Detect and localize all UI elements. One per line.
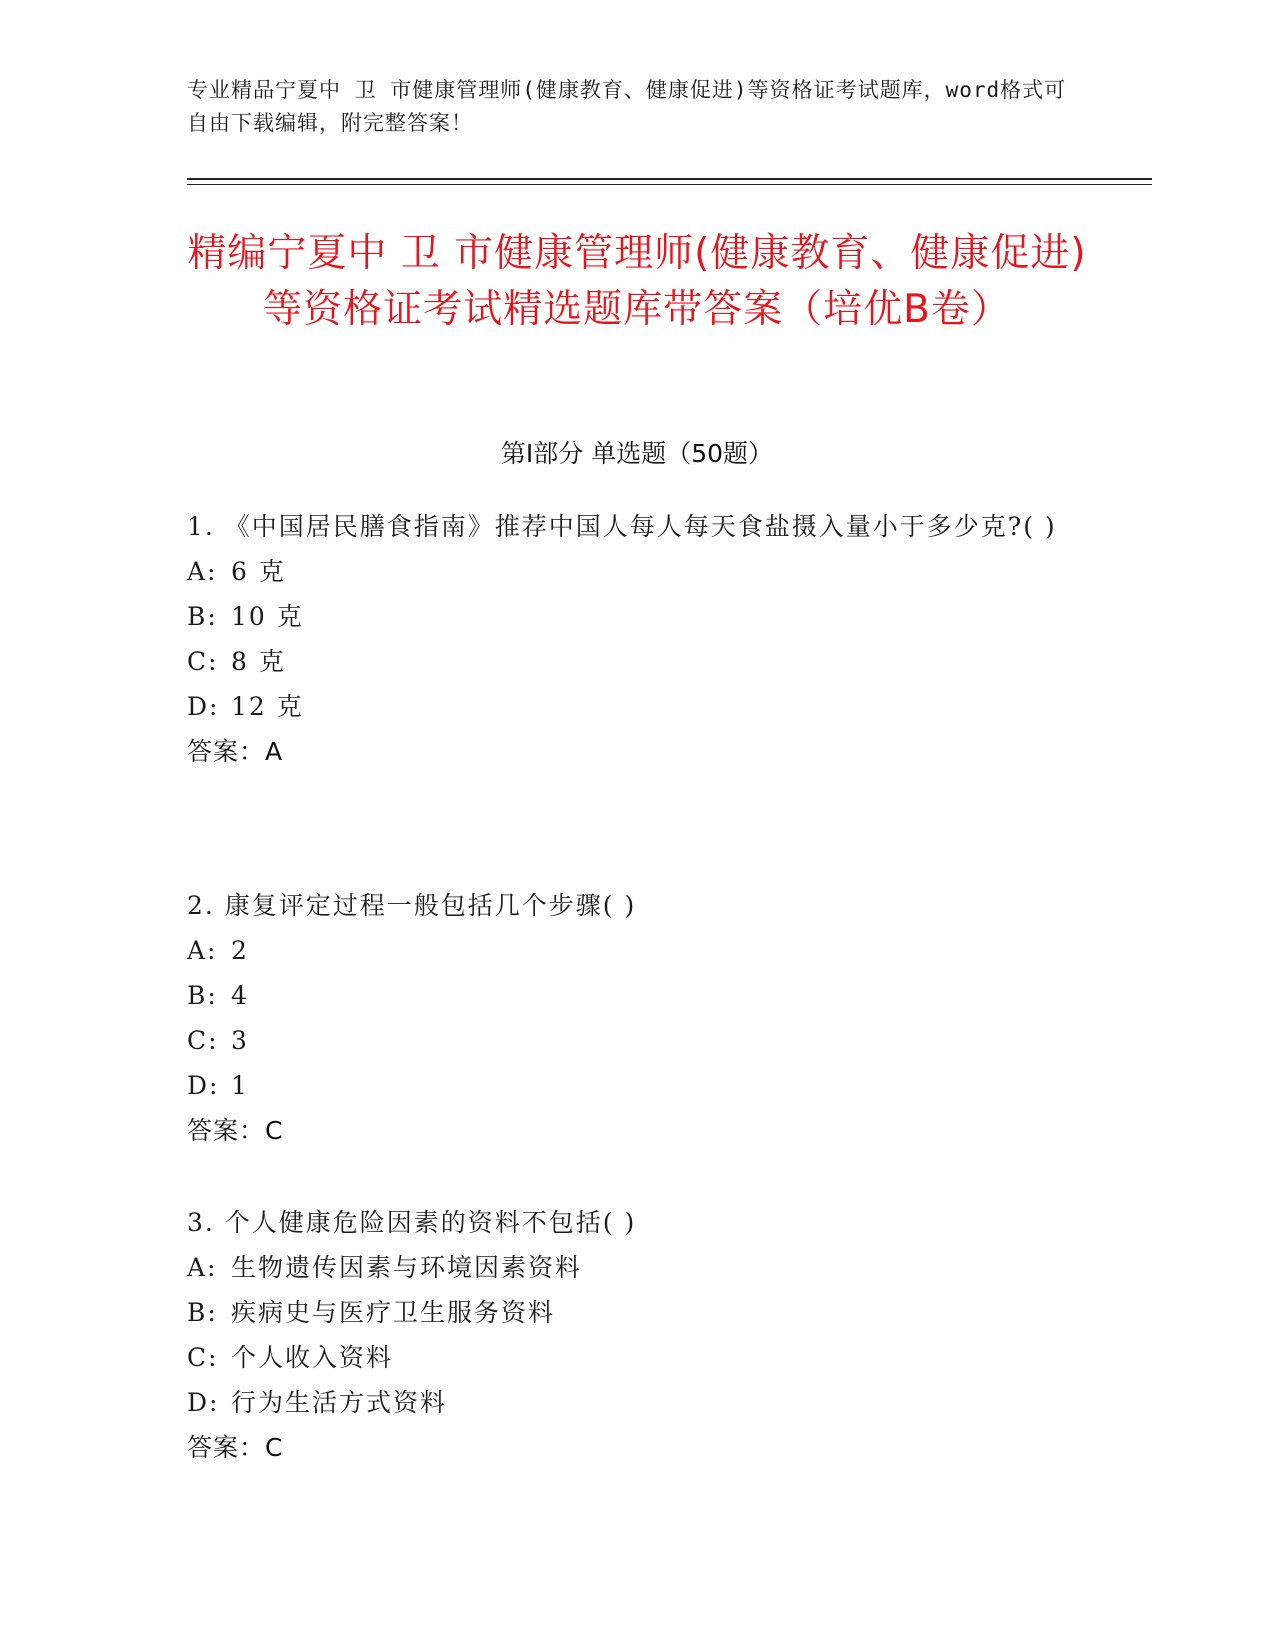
question-2 bbox=[187, 883, 1087, 1153]
document-title: 精编宁夏中 卫 市健康管理师(健康教育、健康促进)等资格证考试精选题库带答案（培优B卷） bbox=[187, 231, 1087, 332]
header-note: 专业精品宁夏中 卫 市健康管理师(健康教育、健康促进)等资格证考试题库，word格式可自由下载编辑，附完整答案！ bbox=[187, 78, 1067, 135]
option-text: 生物遗传因素与环境因素资料 bbox=[231, 1253, 583, 1282]
option-letter: B: bbox=[187, 602, 218, 631]
option-text: 个人收入资料 bbox=[231, 1343, 394, 1372]
option-text: 8 克 bbox=[231, 647, 286, 676]
option-letter: A: bbox=[187, 936, 218, 965]
question-stem: 3. 个人健康危险因素的资料不包括( ) bbox=[187, 1208, 637, 1237]
option-letter: D: bbox=[187, 692, 220, 721]
question-stem: 2. 康复评定过程一般包括几个步骤( ) bbox=[187, 891, 637, 920]
section-heading: 第Ⅰ部分 单选题（50题） bbox=[500, 439, 774, 468]
header-rule-thin bbox=[187, 184, 1152, 185]
option-text: 10 克 bbox=[231, 602, 304, 631]
option-letter: A: bbox=[187, 557, 218, 586]
option-letter: B: bbox=[187, 1298, 218, 1327]
option-a bbox=[187, 928, 1087, 973]
option-c bbox=[187, 1335, 1087, 1380]
option-a bbox=[187, 1245, 1087, 1290]
answer-line: 答案：C bbox=[187, 1433, 284, 1462]
option-d bbox=[187, 1380, 1087, 1425]
option-text: 行为生活方式资料 bbox=[231, 1388, 448, 1417]
option-letter: C: bbox=[187, 647, 219, 676]
option-letter: A: bbox=[187, 1253, 218, 1282]
option-letter: C: bbox=[187, 1026, 219, 1055]
option-text: 12 克 bbox=[231, 692, 304, 721]
question-stem: 1. 《中国居民膳食指南》推荐中国人每人每天食盐摄入量小于多少克?( ) bbox=[187, 512, 1057, 541]
option-text: 4 bbox=[231, 981, 249, 1010]
option-letter: C: bbox=[187, 1343, 219, 1372]
option-letter: D: bbox=[187, 1388, 220, 1417]
question-1 bbox=[187, 504, 1087, 774]
option-text: 疾病史与医疗卫生服务资料 bbox=[231, 1298, 556, 1327]
option-c bbox=[187, 639, 1087, 684]
header-rule-thick bbox=[187, 178, 1152, 180]
option-text: 2 bbox=[231, 936, 249, 965]
option-letter: D: bbox=[187, 1071, 220, 1100]
option-a bbox=[187, 549, 1087, 594]
question-3 bbox=[187, 1200, 1087, 1470]
answer-line: 答案：C bbox=[187, 1116, 284, 1145]
option-b bbox=[187, 1290, 1087, 1335]
option-b bbox=[187, 973, 1087, 1018]
option-d bbox=[187, 1063, 1087, 1108]
option-b bbox=[187, 594, 1087, 639]
option-text: 6 克 bbox=[231, 557, 286, 586]
option-text: 1 bbox=[231, 1071, 249, 1100]
option-d bbox=[187, 684, 1087, 729]
option-text: 3 bbox=[231, 1026, 249, 1055]
option-c bbox=[187, 1018, 1087, 1063]
answer-line: 答案：A bbox=[187, 737, 284, 766]
option-letter: B: bbox=[187, 981, 218, 1010]
